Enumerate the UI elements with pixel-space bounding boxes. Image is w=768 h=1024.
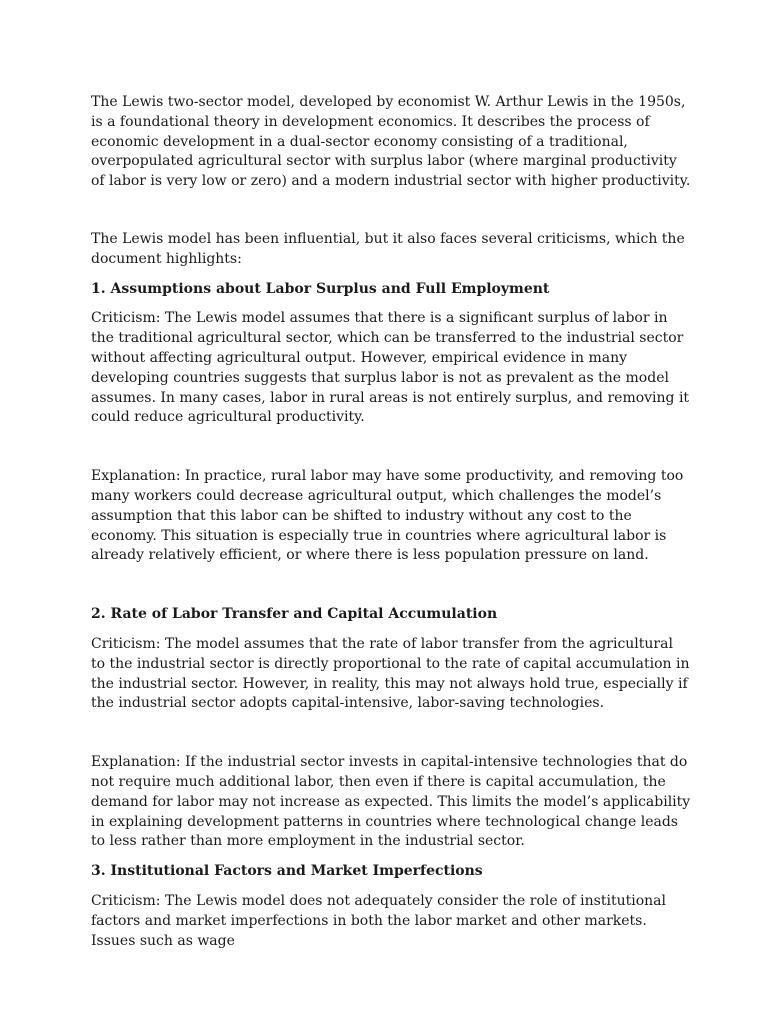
lead-paragraph: The Lewis model has been influential, but it also faces several criticisms, which the document highlights: xyxy=(91,230,685,267)
section-1-explanation: Explanation: In practice, rural labor may have some productivity, and removing too many workers could decrease agricultural output, which challenges the model’s assumption that this labor can be shifted to industry without any cost to the economy. This situation is especially true in countries where agricultural labor is already relatively efficient, or where there is less population pressure on land. xyxy=(91,468,684,564)
intro-paragraph: The Lewis two-sector model, developed by economist W. Arthur Lewis in the 1950s, is a foundational theory in development economics. It describes the process of economic development in a dual-sector economy consisting of a traditional, overpopulated agricultural sector with surplus labor (where marginal productivity of labor is very low or zero) and a modern industrial sector with higher productivity. xyxy=(91,94,691,190)
section-1-criticism: Criticism: The Lewis model assumes that there is a significant surplus of labor in the traditional agricultural sector, which can be transferred to the industrial sector without affecting agricultural output. However, empirical evidence in many developing countries suggests that surplus labor is not as prevalent as the model assumes. In many cases, labor in rural areas is not entirely surplus, and removing it could reduce agricultural productivity. xyxy=(91,310,690,426)
document-body xyxy=(91,93,691,951)
section-2-heading: 2. Rate of Labor Transfer and Capital Accumulation xyxy=(91,606,498,623)
section-1-heading: 1. Assumptions about Labor Surplus and Full Employment xyxy=(91,280,550,297)
section-2-criticism: Criticism: The model assumes that the rate of labor transfer from the agricultural to the industrial sector is directly proportional to the rate of capital accumulation in the industrial sector. However, in reality, this may not always hold true, especially if the industrial sector adopts capital-intensive, labor-saving technologies. xyxy=(91,635,690,712)
section-2-explanation: Explanation: If the industrial sector invests in capital-intensive technologies that do not require much additional labor, then even if there is capital accumulation, the demand for labor may not increase as expected. This limits the model’s applicability in explaining development patterns in countries where technological change leads to less rather than more employment in the industrial sector. xyxy=(91,754,691,850)
section-3-heading: 3. Institutional Factors and Market Imperfections xyxy=(91,863,483,880)
section-3-criticism: Criticism: The Lewis model does not adequately consider the role of institutional factors and market imperfections in both the labor market and other markets. Issues such as wage xyxy=(91,892,666,949)
